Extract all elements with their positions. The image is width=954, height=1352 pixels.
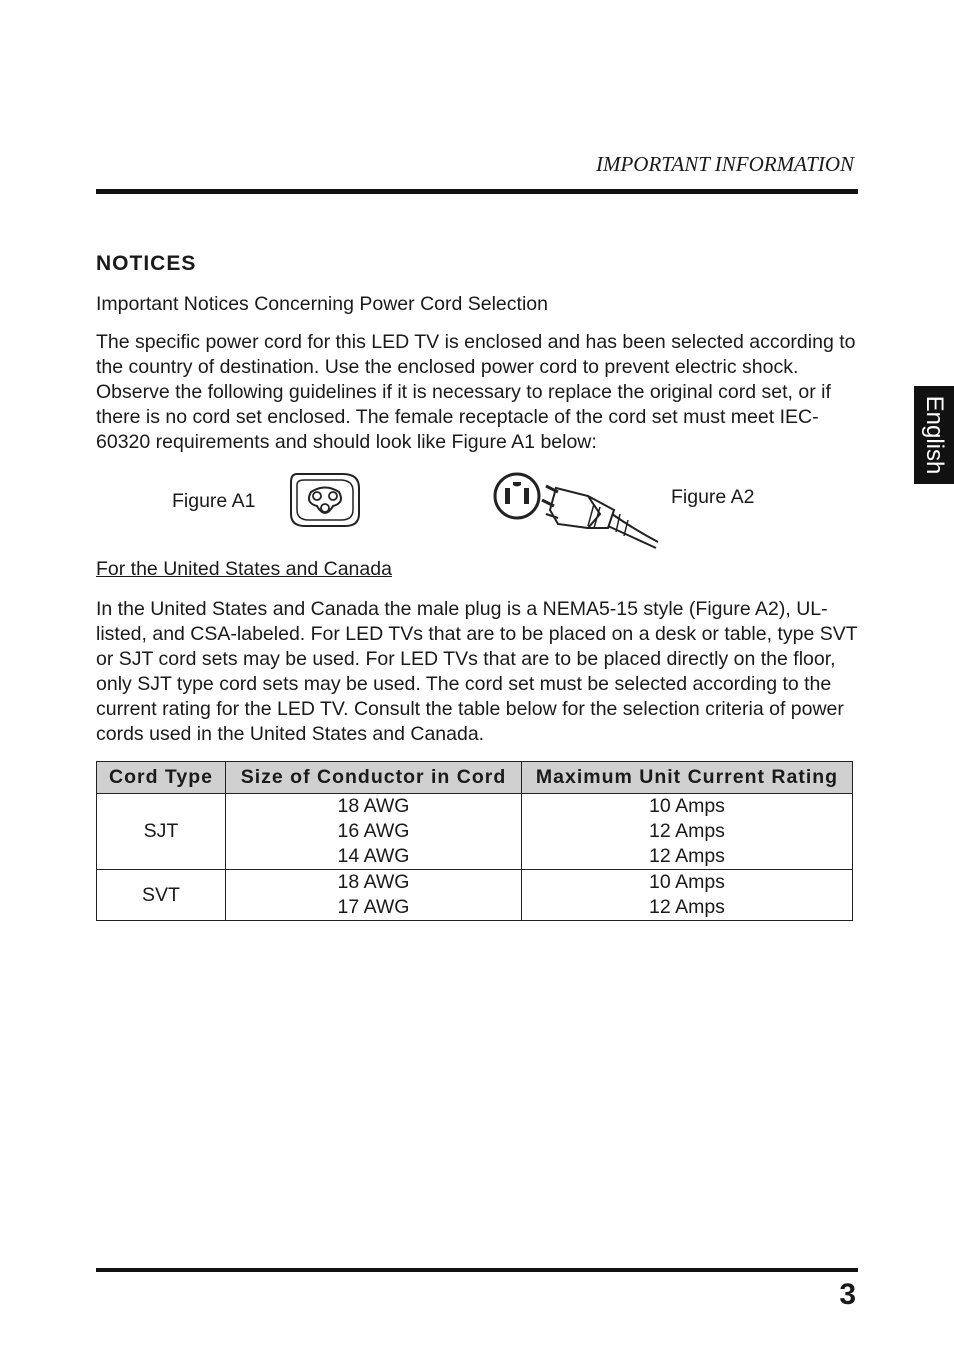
conductor-size-value: 16 AWG (337, 820, 410, 842)
table-header-row (97, 762, 853, 794)
us-canada-paragraph: In the United States and Canada the male plug is a NEMA5-15 style (Figure A2), UL-listed, and CSA-labeled. For LED TVs that are to be placed on a desk or table, type SVT or SJT cord sets may be used. For LED TVs that are to be placed directly on the floor, only SJT type cord sets may be used. The cord set must be selected according to the current rating for the LED TV. Consult the table below for the selection criteria of power cords used in the United States and Canada. (96, 598, 858, 745)
conductor-size-cell (226, 794, 522, 870)
current-rating-value: 12 Amps (649, 845, 725, 867)
footer-rule (96, 1268, 858, 1272)
running-header: IMPORTANT INFORMATION (595, 152, 854, 176)
current-rating-value: 10 Amps (649, 871, 725, 893)
power-cord-table (96, 761, 853, 921)
table-row (97, 870, 853, 921)
iec-c5-receptacle-icon (287, 470, 363, 530)
conductor-size-cell (226, 870, 522, 921)
us-canada-heading: For the United States and Canada (96, 558, 392, 580)
conductor-size-value: 17 AWG (337, 896, 410, 918)
current-rating-value: 10 Amps (649, 795, 725, 817)
page-number: 3 (839, 1278, 856, 1311)
current-rating-cell (522, 870, 853, 921)
intro-paragraph: The specific power cord for this LED TV is enclosed and has been selected according to the country of destination. Use the enclosed power cord to prevent electric shock. Observe the following guidelines if it is necessary to replace the original cord set, or if there is no cord set enclosed. The female receptacle of the cord set must meet IEC-60320 requirements and should look like Figure A1 below: (96, 331, 856, 453)
column-header-cord-type: Cord Type (97, 762, 226, 794)
figure-a1-label: Figure A1 (172, 490, 256, 512)
figure-a2-label: Figure A2 (671, 486, 755, 508)
current-rating-value: 12 Amps (649, 896, 725, 918)
column-header-current-rating: Maximum Unit Current Rating (522, 762, 853, 794)
section-subtitle: Important Notices Concerning Power Cord Selection (96, 293, 548, 315)
cord-type-cell: SVT (97, 870, 226, 921)
current-rating-cell (522, 794, 853, 870)
conductor-size-value: 18 AWG (337, 871, 410, 893)
cord-type-cell: SJT (97, 794, 226, 870)
table-row (97, 794, 853, 870)
nema-5-15-plug-icon (492, 470, 662, 550)
language-tab (914, 386, 954, 484)
current-rating-value: 12 Amps (649, 820, 725, 842)
conductor-size-value: 18 AWG (337, 795, 410, 817)
language-tab-label: English (921, 395, 948, 475)
column-header-conductor-size: Size of Conductor in Cord (226, 762, 522, 794)
section-title: NOTICES (96, 252, 197, 275)
header-rule (96, 189, 858, 194)
conductor-size-value: 14 AWG (337, 845, 410, 867)
